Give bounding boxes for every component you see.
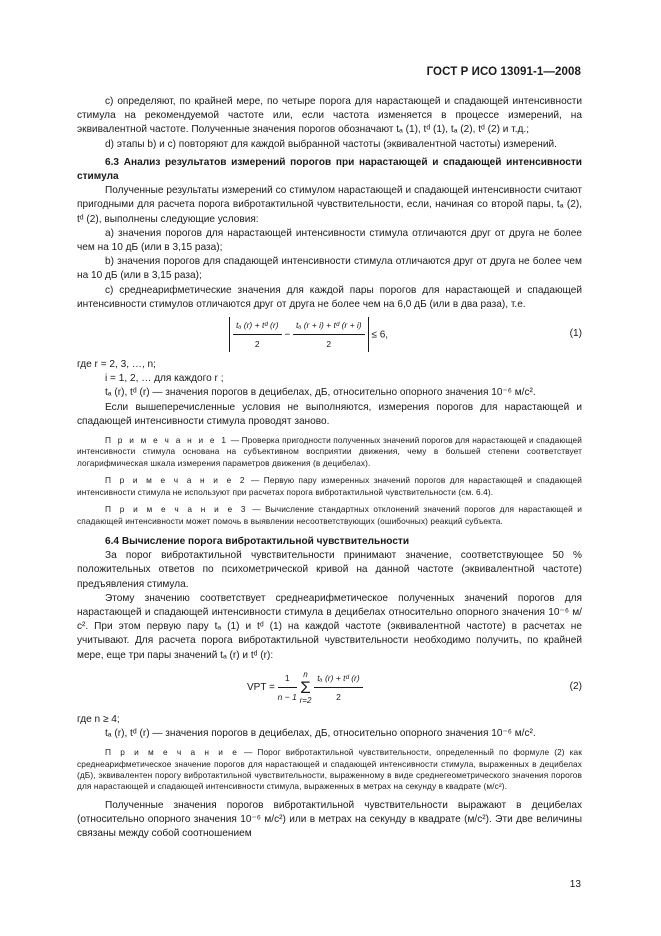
note-3 xyxy=(77,504,582,527)
page-number: 13 xyxy=(569,879,581,890)
absolute-value xyxy=(229,317,369,352)
note-1-text: — Проверка пригодности полученных значений порогов для нарастающей и спадающей интенсивности стимула основана на субъективном восприятии движения, чему в большей степени соответствует логарифмическая шкала измерения параметров движения (в децибелах). xyxy=(77,435,583,468)
where-i: i = 1, 2, … для каждого r ; xyxy=(105,373,224,385)
section-6-4-p1: За порог вибротактильной чувствительности принимают значение, соответствующее 50 % положительных ответов по психометрической кривой на данной частоте (эквивалентной частоте) предъявления стимула. xyxy=(77,550,582,590)
condition-c: c) среднеарифметические значения для каждой пары порогов для нарастающей и спадающей интенсивности стимулов отличаются друг от друга не более чем на 6,0 дБ (или в два раза), т.е. xyxy=(77,284,582,310)
formula-1-expression xyxy=(229,317,388,352)
final-paragraph: Полученные значения порогов вибротактильной чувствительности выражают в децибелах (относительно опорного значения 10⁻⁶ м/с²) или в метрах на секунду в квадрате (м/с²). Эти две величины связаны между собой соотношением xyxy=(77,799,582,840)
doc-header: ГОСТ Р ИСО 13091-1—2008 xyxy=(426,66,581,78)
section-6-3-title: 6.3 Анализ результатов измерений порогов при нарастающей и спадающей интенсивности стимула xyxy=(77,156,582,183)
condition-b: b) значения порогов для спадающей интенсивности стимула отличаются друг от друга не более чем на 10 дБ (или в 3,15 раза); xyxy=(77,256,582,282)
section-6-4-title: 6.4 Вычисление порога вибротактильной чувствительности xyxy=(105,535,410,547)
step-c: c) определяют, по крайней мере, по четыре порога для нарастающей и спадающей интенсивности стимула на рекомендуемой частоте или, если частота изменяется в процессе измерений, на эквивалентной частоте. Полученные значения порогов обозначают tₐ (1), tᵈ (1), tₐ (2), tᵈ (2) и т.д.; xyxy=(77,96,582,136)
where-n: где n ≥ 4; xyxy=(77,713,120,725)
formula-1-right-numerator: tₐ (r + i) + tᵈ (r + i) xyxy=(293,318,365,335)
sigma-icon: Σ xyxy=(300,677,311,697)
formula-2 xyxy=(77,666,582,710)
formula-2-numerator: tₐ (r) + tᵈ (r) xyxy=(314,671,363,688)
formula-2-expression xyxy=(247,670,363,705)
note-4-text: — Порог вибротактильной чувствительности, определенный по формуле (2) как среднеарифметическое значение порогов для нарастающей и спадающей интенсивности стимула, выраженных в децибелах (дБ), эквивалентен порогу вибротактильной чувствительности, выраженному в виде среднегеометрического значения порогов для нарастающей и спадающей интенсивности стимула, выраженных в метрах на секунду в квадрате (м/с²). xyxy=(77,747,582,792)
retry-paragraph: Если вышеперечисленные условия не выполняются, измерения порогов для нарастающей и спадающей интенсивности стимула проводят заново. xyxy=(77,401,582,427)
condition-a: a) значения порогов для нарастающей интенсивности стимула отличаются друг от друга не более чем на 10 дБ (или в 3,15 раза); xyxy=(77,227,582,254)
step-d: d) этапы b) и c) повторяют для каждой выбранной частоты (эквивалентной частоты) измерений. xyxy=(105,138,557,150)
formula-2-lhs: VPT = xyxy=(247,681,275,693)
note-3-label: П р и м е ч а н и е 3 xyxy=(105,504,248,515)
formula-1-right-denominator: 2 xyxy=(326,339,332,350)
note-4-label: П р и м е ч а н и е xyxy=(105,747,240,758)
section-6-3-intro: Полученные результаты измерений со стимулом нарастающей и спадающей интенсивности считают пригодными для расчета порога вибротактильной чувствительности, если, начиная со второй пары, tₐ (2), tᵈ (2), выполнены следующие условия: xyxy=(77,185,582,225)
note-3-text: — Вычисление стандартных отклонений значений порогов для нарастающей и спадающей интенсивности может помочь в выявлении несоответствующих (ошибочных) реакций субъекта. xyxy=(77,504,583,526)
formula-2-coef-numerator: 1 xyxy=(278,671,297,688)
section-6-4-p2: Этому значению соответствует среднеарифметическое полученных значений порогов для нарастающей и спадающей интенсивности стимула в децибелах относительно опорного значения 10⁻⁶ м/с². При этом первую пару tₐ (1) и tᵈ (1) на каждой частоте (эквивалентной частоте) в расчетах не учитывают. Для расчета порога вибротактильной чувствительности необходимо получить, по крайней мере, еще три пары значений tₐ (r) и tᵈ (r): xyxy=(77,592,582,661)
sum-lower: r=2 xyxy=(299,695,312,705)
formula-1 xyxy=(77,315,582,355)
formula-1-left-denominator: 2 xyxy=(254,339,260,350)
note-1 xyxy=(77,435,582,469)
formula-2-number: (2) xyxy=(569,680,582,692)
note-4 xyxy=(77,747,582,793)
formula-1-number: (1) xyxy=(569,328,582,340)
note-2-label: П р и м е ч а н и е 2 xyxy=(105,475,247,486)
note-1-label: П р и м е ч а н и е 1 xyxy=(105,435,229,446)
where-t-2: tₐ (r), tᵈ (r) — значения порогов в децибелах, дБ, относительно опорного значения 10⁻⁶ м/с². xyxy=(105,727,536,739)
formula-1-left-numerator: tₐ (r) + tᵈ (r) xyxy=(233,318,282,335)
formula-1-relation: ≤ 6, xyxy=(371,329,389,341)
note-2 xyxy=(77,475,582,498)
where-t: tₐ (r), tᵈ (r) — значения порогов в децибелах, дБ, относительно опорного значения 10⁻⁶ м/с². xyxy=(105,387,536,399)
note-2-text: — Первую пару измеренных значений порогов для нарастающей и спадающей интенсивности стимула не используют при расчетах порога вибротактильной чувствительности (см. 6.4). xyxy=(77,475,583,497)
sum-upper: n xyxy=(303,669,308,679)
formula-2-coef-denominator: n − 1 xyxy=(277,691,297,702)
formula-1-minus: − xyxy=(284,329,291,341)
page-content xyxy=(77,95,582,841)
where-r: где r = 2, 3, …, n; xyxy=(77,359,156,371)
formula-2-denominator: 2 xyxy=(336,691,341,702)
summation xyxy=(300,670,312,705)
